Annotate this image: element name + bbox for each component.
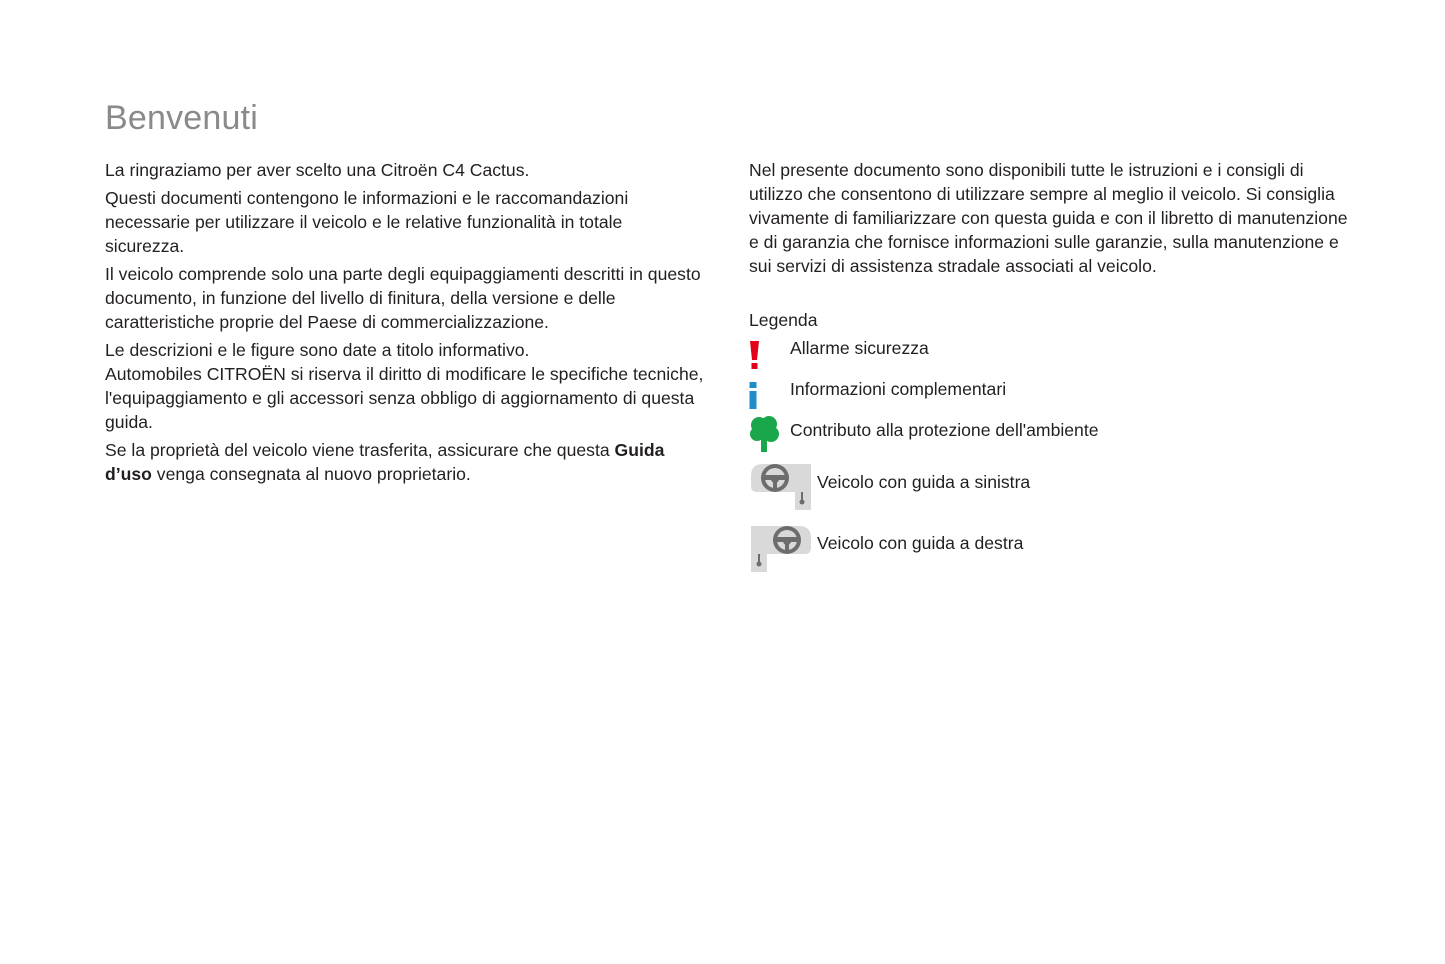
paragraph-citroen-rights: Automobiles CITROËN si riserva il diritto di modificare le specifiche tecniche, l'equipaggiamento e gli accessori senza obbligo di aggiornamento di questa guida. <box>105 364 704 432</box>
legend-label-environment: Contributo alla protezione dell'ambiente <box>790 420 1099 440</box>
legend-title: Legenda <box>749 310 818 330</box>
steering-wheel-left-icon <box>749 462 813 512</box>
steering-wheel-right-icon <box>749 524 813 574</box>
legend-item-info <box>749 377 1349 418</box>
paragraph-intro: Nel presente documento sono disponibili tutte le istruzioni e i consigli di utilizzo che consentono di utilizzare sempre al meglio il veicolo. Si consiglia vivamente di familiarizzare con questa guida e con il libretto di manutenzione e di garanzia che fornisce informazioni sulle garanzie, sulla manutenzione e sui servizi di assistenza stradale associati al veicolo. <box>749 160 1348 276</box>
legend-label-lhd: Veicolo con guida a sinistra <box>817 472 1031 492</box>
right-column <box>749 158 1349 592</box>
paragraph-descriptions: Le descrizioni e le figure sono date a titolo informativo. <box>105 340 530 360</box>
exclamation-icon <box>749 341 763 371</box>
paragraph-documents: Questi documenti contengono le informazioni e le raccomandazioni necessarie per utilizzare il veicolo e le relative funzionalità in totale sicurezza. <box>105 188 629 256</box>
legend-item-lhd <box>749 470 1349 531</box>
guide-name: Guida d’uso <box>105 440 665 484</box>
paragraph-ownership <box>105 438 705 486</box>
ownership-text-end: venga consegnata al nuovo proprietario. <box>151 464 471 484</box>
legend-item-rhd <box>749 531 1349 592</box>
tree-icon <box>749 415 781 453</box>
left-column <box>105 158 705 490</box>
legend-label-alarm: Allarme sicurezza <box>790 338 929 358</box>
legend-label-info: Informazioni complementari <box>790 379 1007 399</box>
legend-item-environment <box>749 418 1349 470</box>
legend-label-rhd: Veicolo con guida a destra <box>817 533 1024 553</box>
paragraph-equipment: Il veicolo comprende solo una parte degli equipaggiamenti descritti in questo documento, in funzione del livello di finitura, della versione e delle caratteristiche proprie del Paese di commercializzazione. <box>105 264 701 332</box>
info-icon <box>749 382 763 412</box>
legend-item-alarm <box>749 336 1349 377</box>
ownership-text-start: Se la proprietà del veicolo viene trasferita, assicurare che questa <box>105 440 615 460</box>
page-title: Benvenuti <box>105 99 259 137</box>
paragraph-thanks: La ringraziamo per aver scelto una Citroën C4 Cactus. <box>105 160 530 180</box>
